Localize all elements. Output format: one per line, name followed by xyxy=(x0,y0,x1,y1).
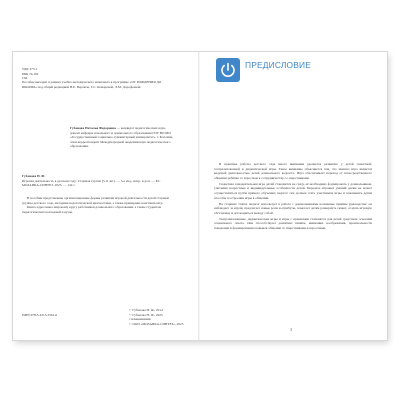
left-page xyxy=(13,52,200,340)
book-summary xyxy=(22,196,177,214)
preface-paragraph: В практике работы детского сада много внимания уделяется развитию у детей сюжетной, театрализованной и дидактической игры. Такое внимание объясняется тем, что именно игра является ведущей деятельностью детей дошкольного возраста. Игра обеспечивает переход от непосредственного общения ребёнка со взрослым к сотрудничеству со сверстниками. xyxy=(214,162,372,180)
imprint-text: Пособие выходит в рамках учебно-методического комплекта к программе «ОТ РОЖДЕНИЯ ДО ШКОЛЫ» под общей редакцией Н.Е. Вераксы, Т.С. Комаровой, Э.М. Дорофеевой. xyxy=(22,80,162,89)
author-note-text: — кандидат педагогических наук, доцент кафедры начального и дошкольного образования ГОУ ВО МО «Государственный социально-гуманитарный университет», г. Коломна, член-корреспондент Международной академии наук педагогического образования. xyxy=(70,126,174,149)
author-note-name: Губанова Наталья Федоровна xyxy=(70,126,116,130)
summary-paragraph: В пособии представлены организационные формы развития игровой деятельности детей старшей группы детского сада, методики педагогической диагностики, а также примерные конспекты игр. xyxy=(22,196,169,205)
preface-paragraph: Театрализованные, дидактические игры и игры с правилами становятся для детей средством освоения социального опыта. Они способствуют развитию памяти, внимания, воображения, произвольности поведения и формированию навыков общения со сверстниками и взрослыми. xyxy=(214,216,372,230)
copyright-line: © ООО «МОЗАИКА-СИНТЕЗ», 2025 xyxy=(129,321,184,326)
summary-paragraph: Книга адресована широкому кругу работников дошкольного образования, а также студентам педагогических колледжей и вузов. xyxy=(22,205,162,214)
right-page xyxy=(200,52,387,340)
author-name: Губанова Н. Ф. xyxy=(22,174,46,178)
page-number: 3 xyxy=(290,327,292,332)
copyright-line: © Губанова Н. Ф., 2014 xyxy=(129,308,163,312)
book-spread xyxy=(13,52,387,340)
copyright-line: с изменениями xyxy=(129,317,151,322)
chapter-title: ПРЕДИСЛОВИЕ xyxy=(245,60,312,70)
udk-code: УДК 373.1 xyxy=(22,67,38,71)
author-note xyxy=(70,126,174,149)
copyright-line: © Губанова Н. Ф., 2025 xyxy=(129,312,163,317)
classification-block xyxy=(22,67,38,81)
power-icon xyxy=(216,58,240,82)
imprint-note xyxy=(22,80,172,89)
preface-body xyxy=(214,162,372,232)
book-title-entry: Игровая деятельность в детском саду: Старшая группа (5–6 лет). — 3-е изд., испр. и доп. — М.: МОЗАИКА-СИНТЕЗ, 2025. — 144 с. xyxy=(22,178,161,188)
preface-paragraph: На старших этапах педагог использует в работе с дошкольниками косвенные приёмы руководства: он наблюдает за игрой, предлагает новые роли и атрибуты, помогает детям развернуть сюжет, создать игровую обстановку и договориться между собой. xyxy=(214,201,372,215)
bibliographic-entry xyxy=(22,174,177,188)
author-initial-code: Г94 xyxy=(22,76,28,81)
isbn: ISBN 978-5-4315-3561-6 xyxy=(22,313,58,317)
bbk-code: ББК 74.102 xyxy=(22,71,39,76)
copyright-block xyxy=(129,308,189,326)
preface-paragraph: Сюжетная самодеятельная игра детей становится не сразу, её необходимо формировать у дошкольников, учитывая возрастные и индивидуальные особенности детей. Передача игровых умений детям не может осуществляться путём прямого обучения; педагог сам должен стать участником игры и показывать детям способы построения игры в общении. xyxy=(214,181,372,200)
